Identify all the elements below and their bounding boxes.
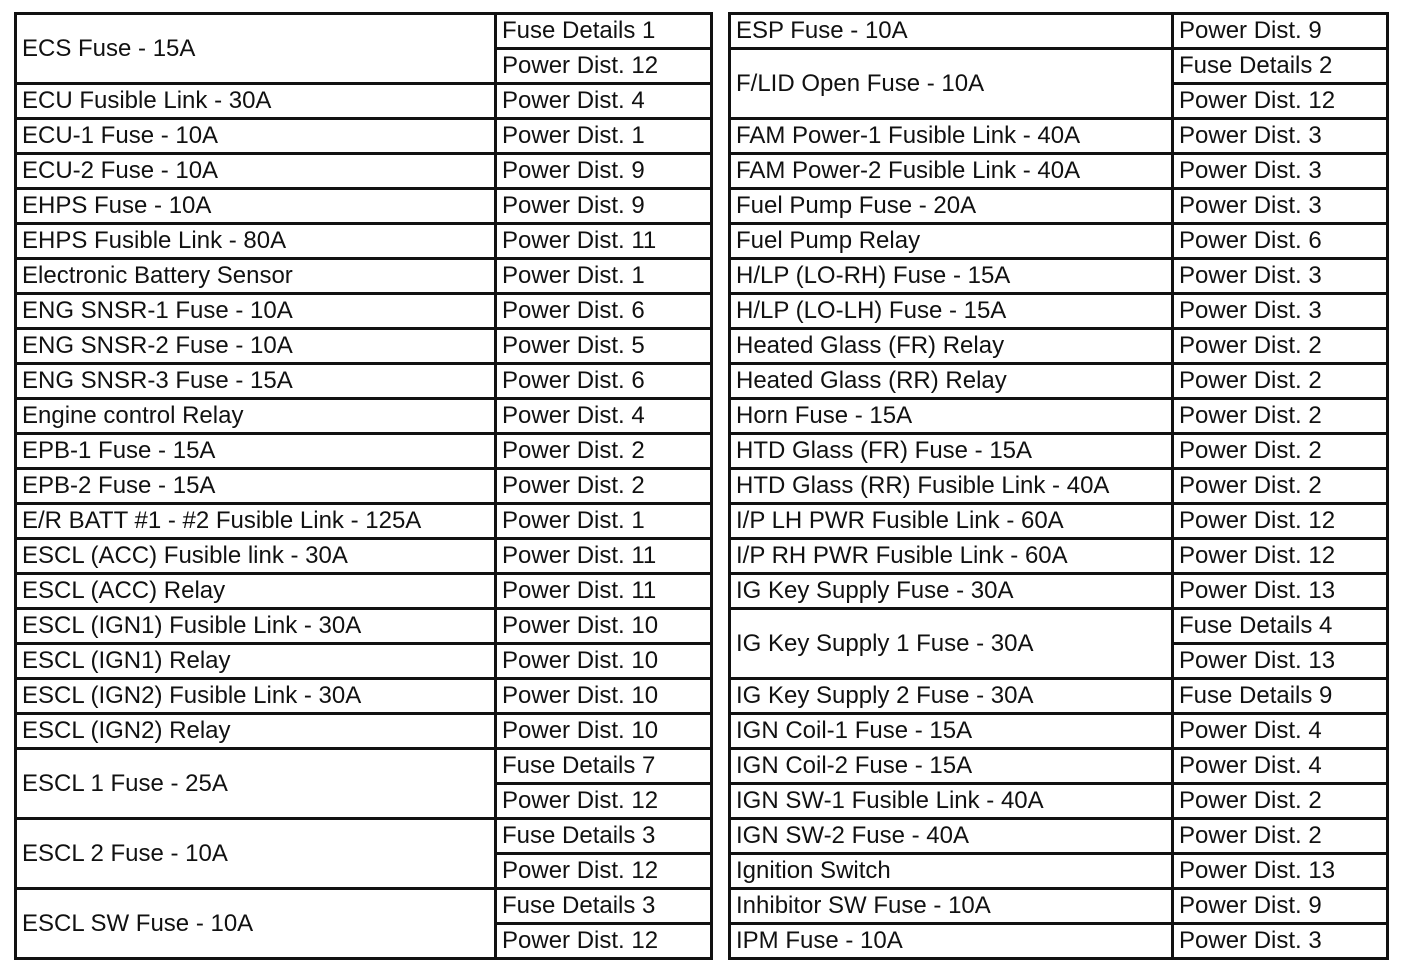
location-reference-cell: Power Dist. 3 [1173,294,1388,329]
component-name-cell: E/R BATT #1 - #2 Fusible Link - 125A [16,504,496,539]
location-reference-cell: Power Dist. 12 [1173,504,1388,539]
component-name-cell: IPM Fuse - 10A [730,924,1173,959]
table-row [730,224,1388,259]
location-reference-cell: Power Dist. 12 [496,854,712,889]
location-reference-cell: Power Dist. 6 [496,294,712,329]
location-reference-cell: Power Dist. 9 [1173,889,1388,924]
location-reference-cell: Power Dist. 6 [496,364,712,399]
table-row [730,364,1388,399]
component-name-cell: EPB-1 Fuse - 15A [16,434,496,469]
table-row [730,469,1388,504]
table-row [16,14,712,49]
table-row [16,294,712,329]
location-reference-cell: Power Dist. 11 [496,574,712,609]
table-row [16,364,712,399]
table-row [16,574,712,609]
component-name-cell: EHPS Fuse - 10A [16,189,496,224]
right-index-body [730,14,1388,959]
component-name-cell: FAM Power-1 Fusible Link - 40A [730,119,1173,154]
component-name-cell: Inhibitor SW Fuse - 10A [730,889,1173,924]
component-name-cell: ECU-1 Fuse - 10A [16,119,496,154]
location-reference-cell: Power Dist. 3 [1173,189,1388,224]
component-name-cell: I/P LH PWR Fusible Link - 60A [730,504,1173,539]
location-reference-cell: Power Dist. 3 [1173,154,1388,189]
table-row [16,609,712,644]
location-reference-cell: Power Dist. 12 [1173,84,1388,119]
location-reference-cell: Power Dist. 4 [1173,714,1388,749]
table-row [730,329,1388,364]
location-reference-cell: Power Dist. 3 [1173,259,1388,294]
table-row [730,189,1388,224]
table-row [16,329,712,364]
location-reference-cell: Power Dist. 1 [496,119,712,154]
table-row [730,574,1388,609]
location-reference-cell: Power Dist. 13 [1173,574,1388,609]
location-reference-cell: Fuse Details 3 [496,819,712,854]
component-name-cell: IG Key Supply 1 Fuse - 30A [730,609,1173,679]
component-name-cell: IGN Coil-2 Fuse - 15A [730,749,1173,784]
component-name-cell: ENG SNSR-3 Fuse - 15A [16,364,496,399]
component-name-cell: ECU Fusible Link - 30A [16,84,496,119]
table-row [730,714,1388,749]
location-reference-cell: Power Dist. 10 [496,609,712,644]
location-reference-cell: Power Dist. 4 [496,84,712,119]
table-row [16,504,712,539]
location-reference-cell: Power Dist. 2 [1173,469,1388,504]
table-row [16,84,712,119]
location-reference-cell: Power Dist. 11 [496,224,712,259]
location-reference-cell: Fuse Details 2 [1173,49,1388,84]
location-reference-cell: Power Dist. 4 [496,399,712,434]
table-row [730,784,1388,819]
location-reference-cell: Power Dist. 6 [1173,224,1388,259]
table-row [16,119,712,154]
location-reference-cell: Power Dist. 4 [1173,749,1388,784]
table-row [16,154,712,189]
table-row [730,154,1388,189]
component-name-cell: IGN SW-1 Fusible Link - 40A [730,784,1173,819]
table-row [16,889,712,924]
component-name-cell: ESCL (IGN1) Fusible Link - 30A [16,609,496,644]
location-reference-cell: Power Dist. 10 [496,644,712,679]
location-reference-cell: Power Dist. 2 [1173,364,1388,399]
table-row [730,609,1388,644]
location-reference-cell: Power Dist. 2 [1173,399,1388,434]
left-index-table [14,12,713,960]
component-name-cell: ESP Fuse - 10A [730,14,1173,49]
component-name-cell: IGN SW-2 Fuse - 40A [730,819,1173,854]
component-name-cell: EHPS Fusible Link - 80A [16,224,496,259]
component-name-cell: ESCL (ACC) Fusible link - 30A [16,539,496,574]
component-name-cell: Engine control Relay [16,399,496,434]
table-row [730,889,1388,924]
component-name-cell: IGN Coil-1 Fuse - 15A [730,714,1173,749]
location-reference-cell: Power Dist. 12 [496,784,712,819]
table-row [16,469,712,504]
location-reference-cell: Power Dist. 12 [496,49,712,84]
table-row [16,644,712,679]
component-name-cell: Heated Glass (FR) Relay [730,329,1173,364]
component-name-cell: ESCL 1 Fuse - 25A [16,749,496,819]
table-row [730,504,1388,539]
component-name-cell: HTD Glass (FR) Fuse - 15A [730,434,1173,469]
component-name-cell: Fuel Pump Relay [730,224,1173,259]
location-reference-cell: Power Dist. 12 [1173,539,1388,574]
component-name-cell: EPB-2 Fuse - 15A [16,469,496,504]
left-index-body [16,14,712,959]
location-reference-cell: Power Dist. 10 [496,679,712,714]
table-row [730,679,1388,714]
table-row [730,49,1388,84]
location-reference-cell: Fuse Details 7 [496,749,712,784]
component-name-cell: Horn Fuse - 15A [730,399,1173,434]
component-name-cell: I/P RH PWR Fusible Link - 60A [730,539,1173,574]
location-reference-cell: Power Dist. 2 [1173,784,1388,819]
component-name-cell: Fuel Pump Fuse - 20A [730,189,1173,224]
component-name-cell: IG Key Supply Fuse - 30A [730,574,1173,609]
location-reference-cell: Power Dist. 11 [496,539,712,574]
table-row [730,539,1388,574]
table-row [730,819,1388,854]
location-reference-cell: Fuse Details 1 [496,14,712,49]
table-row [16,749,712,784]
location-reference-cell: Power Dist. 2 [1173,329,1388,364]
table-row [730,399,1388,434]
table-row [16,399,712,434]
location-reference-cell: Power Dist. 2 [1173,819,1388,854]
component-name-cell: H/LP (LO-LH) Fuse - 15A [730,294,1173,329]
table-row [730,14,1388,49]
component-name-cell: ECS Fuse - 15A [16,14,496,84]
table-row [730,924,1388,959]
table-row [16,679,712,714]
table-row [16,434,712,469]
table-row [16,819,712,854]
table-row [16,259,712,294]
component-name-cell: ESCL SW Fuse - 10A [16,889,496,959]
right-index-table [728,12,1389,960]
component-name-cell: IG Key Supply 2 Fuse - 30A [730,679,1173,714]
location-reference-cell: Power Dist. 9 [496,154,712,189]
location-reference-cell: Power Dist. 1 [496,259,712,294]
component-name-cell: Electronic Battery Sensor [16,259,496,294]
location-reference-cell: Power Dist. 1 [496,504,712,539]
component-name-cell: Ignition Switch [730,854,1173,889]
table-row [16,224,712,259]
component-name-cell: Heated Glass (RR) Relay [730,364,1173,399]
location-reference-cell: Power Dist. 3 [1173,924,1388,959]
location-reference-cell: Power Dist. 2 [496,434,712,469]
component-name-cell: ECU-2 Fuse - 10A [16,154,496,189]
location-reference-cell: Power Dist. 2 [496,469,712,504]
location-reference-cell: Power Dist. 13 [1173,854,1388,889]
table-row [730,749,1388,784]
component-name-cell: HTD Glass (RR) Fusible Link - 40A [730,469,1173,504]
location-reference-cell: Fuse Details 9 [1173,679,1388,714]
component-name-cell: F/LID Open Fuse - 10A [730,49,1173,119]
location-reference-cell: Power Dist. 13 [1173,644,1388,679]
table-row [730,854,1388,889]
location-reference-cell: Power Dist. 5 [496,329,712,364]
component-name-cell: ESCL 2 Fuse - 10A [16,819,496,889]
table-row [730,434,1388,469]
location-reference-cell: Power Dist. 9 [1173,14,1388,49]
location-reference-cell: Fuse Details 3 [496,889,712,924]
table-row [16,714,712,749]
table-row [730,294,1388,329]
component-name-cell: ESCL (ACC) Relay [16,574,496,609]
location-reference-cell: Power Dist. 3 [1173,119,1388,154]
location-reference-cell: Power Dist. 2 [1173,434,1388,469]
table-row [16,539,712,574]
component-name-cell: FAM Power-2 Fusible Link - 40A [730,154,1173,189]
location-reference-cell: Power Dist. 12 [496,924,712,959]
location-reference-cell: Power Dist. 10 [496,714,712,749]
component-name-cell: ENG SNSR-2 Fuse - 10A [16,329,496,364]
component-name-cell: ESCL (IGN1) Relay [16,644,496,679]
table-row [730,259,1388,294]
component-name-cell: H/LP (LO-RH) Fuse - 15A [730,259,1173,294]
table-row [16,189,712,224]
component-name-cell: ESCL (IGN2) Fusible Link - 30A [16,679,496,714]
component-name-cell: ESCL (IGN2) Relay [16,714,496,749]
location-reference-cell: Power Dist. 9 [496,189,712,224]
table-row [730,119,1388,154]
location-reference-cell: Fuse Details 4 [1173,609,1388,644]
component-name-cell: ENG SNSR-1 Fuse - 10A [16,294,496,329]
